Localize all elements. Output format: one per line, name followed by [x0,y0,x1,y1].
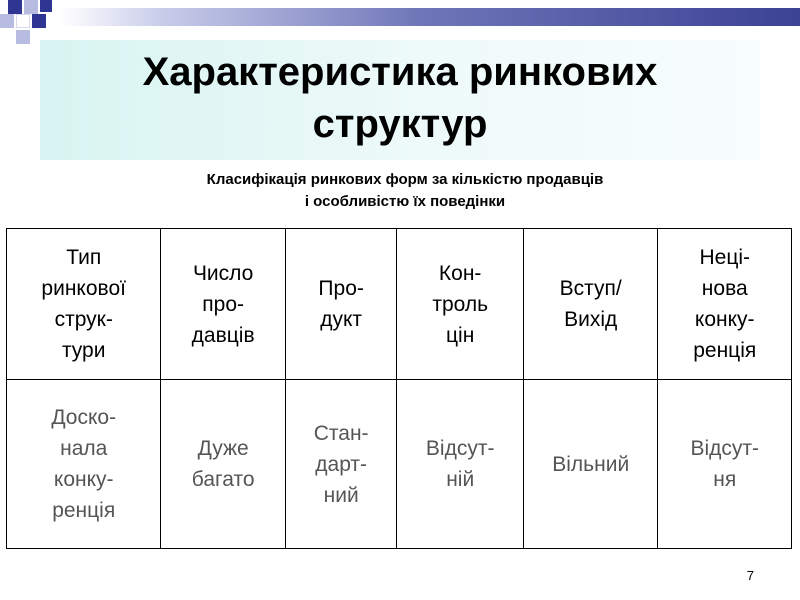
subtitle-line: і особливістю їх поведінки [304,193,506,210]
table-header-row [7,229,792,380]
subtitle-line: Класифікація ринкових форм за кількістю продавців [206,171,604,188]
table-cell: Стан- дарт- ний [285,380,397,549]
decorative-header-band [0,8,800,26]
decorative-square [16,30,30,44]
header-cell-price-control: Кон- троль цін [397,229,524,380]
slide-subtitle [60,169,750,213]
header-cell-market-type: Тип ринкової струк- тури [7,229,161,380]
title-line: структур [312,102,488,146]
decorative-square [0,14,14,28]
slide-title [40,46,760,150]
table-cell: Відсут- ня [658,380,792,549]
decorative-square [8,0,22,14]
header-cell-sellers-count: Число про- давців [161,229,285,380]
table-cell: Вільний [523,380,658,549]
table-row [7,380,792,549]
header-cell-entry-exit: Вступ/ Вихід [523,229,658,380]
decorative-square [24,0,38,14]
market-structures-table [6,228,792,549]
decorative-square [32,14,46,28]
decorative-square [40,0,52,12]
title-line: Характеристика ринкових [142,50,658,94]
table-cell: Відсут- ній [397,380,524,549]
table-cell: Дуже багато [161,380,285,549]
table-cell: Доско- нала конку- ренція [7,380,161,549]
decorative-square [16,14,30,28]
page-number: 7 [746,568,754,583]
header-cell-non-price-competition: Неці- нова конку- ренція [658,229,792,380]
header-cell-product: Про- дукт [285,229,397,380]
